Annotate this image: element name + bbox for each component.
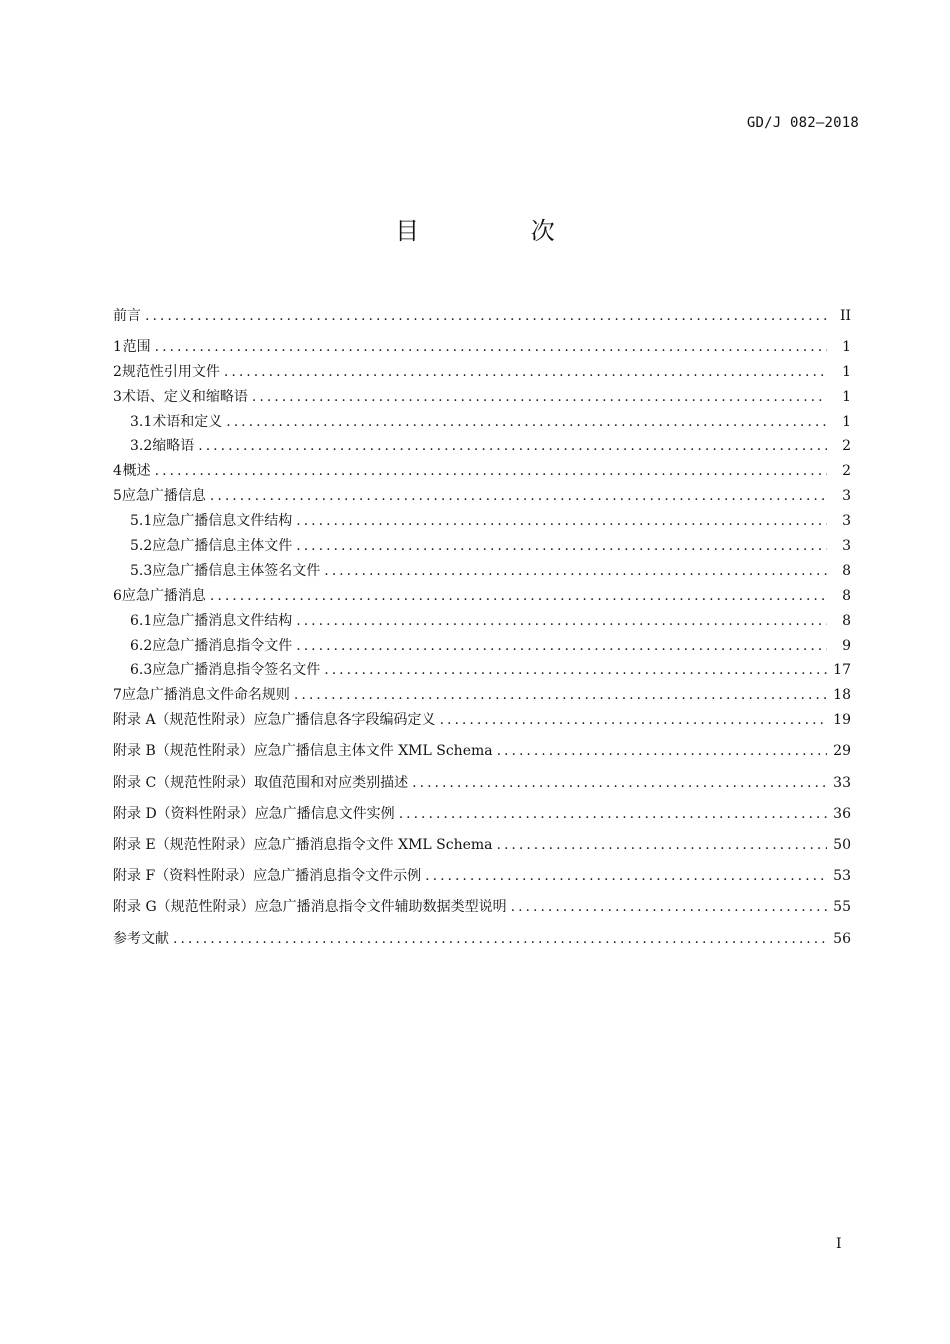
toc-leader-dots — [296, 536, 827, 556]
appendix-label: 附录 C（规范性附录） — [113, 774, 255, 791]
toc-entry[interactable] — [113, 561, 851, 586]
toc-leader-dots — [511, 897, 827, 917]
toc-entry-number: 6.2 — [130, 637, 153, 654]
toc-entry-page: 8 — [842, 587, 851, 604]
appendix-label: 附录 A（规范性附录） — [113, 712, 254, 729]
toc-entry-foreword[interactable] — [113, 306, 851, 331]
toc-leader-dots — [224, 362, 827, 382]
toc-leader-dots — [210, 586, 827, 606]
appendix-page: 29 — [833, 743, 851, 760]
toc-entry-references[interactable] — [113, 929, 851, 960]
toc-appendix-entry[interactable] — [113, 866, 851, 897]
document-code: GD/J 082—2018 — [746, 115, 859, 131]
toc-appendix-entry[interactable] — [113, 741, 851, 772]
toc-leader-dots — [198, 436, 827, 456]
toc-entry-page: 1 — [842, 413, 851, 430]
toc-entry-page: 17 — [833, 662, 851, 679]
toc-appendix-entry[interactable] — [113, 835, 851, 866]
toc-entry-number: 3 — [113, 388, 122, 405]
toc-entry[interactable] — [113, 611, 851, 636]
toc-entry-number: 4 — [113, 463, 122, 480]
toc-entry[interactable] — [113, 436, 851, 461]
toc-entry-number: 2 — [113, 363, 122, 380]
toc-entry-number: 5.2 — [130, 538, 153, 555]
toc-entry-text: 规范性引用文件 — [121, 363, 220, 380]
toc-entry-number: 3.2 — [130, 438, 153, 455]
appendix-page: 36 — [833, 805, 851, 822]
appendix-page: 19 — [833, 712, 851, 729]
page-number: I — [836, 1236, 842, 1252]
toc-entry[interactable] — [113, 362, 851, 387]
toc-leader-dots — [155, 337, 827, 357]
toc-entry-text: 应急广播消息文件命名规则 — [121, 687, 290, 704]
toc-entry-text: 应急广播信息主体签名文件 — [152, 562, 321, 579]
toc-entry-number: 6.1 — [130, 612, 153, 629]
toc-leader-dots — [173, 929, 827, 949]
appendix-title: 应急广播信息各字段编码定义 — [253, 712, 436, 729]
toc-entry-text: 前言 — [113, 308, 141, 324]
toc-leader-dots — [440, 710, 827, 730]
toc-leader-dots — [210, 486, 827, 506]
appendix-title: 应急广播消息指令文件示例 — [253, 868, 422, 885]
toc-entry[interactable] — [113, 486, 851, 511]
toc-leader-dots — [324, 660, 827, 680]
toc-entry-number: 3.1 — [130, 413, 153, 430]
toc-appendix-entry[interactable] — [113, 897, 851, 928]
toc-entry[interactable] — [113, 337, 851, 362]
toc-leader-dots — [294, 685, 827, 705]
toc-entry-page: 8 — [842, 562, 851, 579]
toc-entry-page: 3 — [842, 513, 851, 530]
toc-entry-page: 8 — [842, 612, 851, 629]
toc-leader-dots — [155, 461, 827, 481]
toc-leader-dots — [145, 306, 827, 326]
appendix-title: 应急广播消息指令文件 XML Schema — [253, 837, 493, 853]
toc-entry-text: 缩略语 — [152, 438, 195, 455]
appendix-page: 53 — [833, 868, 851, 885]
toc-leader-dots — [497, 741, 827, 761]
toc-entry[interactable] — [113, 660, 851, 685]
toc-leader-dots — [252, 387, 827, 407]
toc-entry[interactable] — [113, 685, 851, 710]
appendix-page: 33 — [833, 774, 851, 791]
toc-entry[interactable] — [113, 387, 851, 412]
toc-entry-number: 7 — [113, 687, 122, 704]
toc-entry-page: 9 — [842, 637, 851, 654]
toc-entry-text: 应急广播消息 — [121, 587, 206, 604]
toc-leader-dots — [497, 835, 827, 855]
toc-leader-dots — [425, 866, 827, 886]
toc-entry[interactable] — [113, 636, 851, 661]
toc-entry-page: 56 — [833, 930, 851, 947]
toc-appendix-entry[interactable] — [113, 773, 851, 804]
toc-entry-number: 6 — [113, 587, 122, 604]
toc-entry-text: 术语和定义 — [152, 413, 223, 430]
toc-leader-dots — [412, 773, 827, 793]
toc-leader-dots — [296, 611, 827, 631]
appendix-title: 取值范围和对应类别描述 — [254, 774, 409, 791]
toc-leader-dots — [324, 561, 827, 581]
appendix-label: 附录 D（资料性附录） — [113, 805, 255, 822]
toc-entry[interactable] — [113, 461, 851, 486]
page-title: 目 次 — [395, 217, 607, 245]
toc-entry-number: 5.1 — [130, 513, 153, 530]
toc-leader-dots — [296, 636, 827, 656]
table-of-contents — [113, 306, 851, 960]
toc-entry-text: 应急广播消息文件结构 — [152, 612, 293, 629]
toc-entry[interactable] — [113, 511, 851, 536]
toc-entry-text: 应急广播信息主体文件 — [152, 538, 293, 555]
toc-entry-page: II — [839, 308, 851, 324]
toc-entry[interactable] — [113, 412, 851, 437]
toc-appendix-entry[interactable] — [113, 710, 851, 741]
toc-entry-page: 3 — [842, 538, 851, 555]
appendix-title: 应急广播信息主体文件 XML Schema — [253, 743, 493, 760]
toc-entry-page: 1 — [842, 338, 851, 355]
appendix-page: 55 — [833, 899, 851, 916]
toc-entry-text: 应急广播消息指令签名文件 — [152, 662, 321, 679]
appendix-title: 应急广播信息文件实例 — [254, 805, 395, 822]
appendix-label: 附录 B（规范性附录） — [113, 743, 254, 760]
toc-appendix-entry[interactable] — [113, 804, 851, 835]
toc-entry-number: 1 — [113, 338, 122, 355]
toc-leader-dots — [296, 511, 827, 531]
toc-entry-text: 应急广播消息指令文件 — [152, 637, 293, 654]
toc-entry-text: 参考文献 — [113, 930, 169, 947]
toc-leader-dots — [226, 412, 827, 432]
toc-entry[interactable] — [113, 536, 851, 561]
toc-entry-text: 应急广播信息 — [121, 488, 206, 505]
toc-entry-page: 3 — [842, 488, 851, 505]
toc-entry-text: 术语、定义和缩略语 — [121, 388, 248, 405]
toc-entry-number: 5.3 — [130, 562, 153, 579]
appendix-page: 50 — [833, 837, 851, 853]
toc-leader-dots — [399, 804, 827, 824]
toc-entry-page: 18 — [833, 687, 851, 704]
toc-entry-page: 1 — [842, 388, 851, 405]
toc-entry[interactable] — [113, 586, 851, 611]
toc-entry-page: 2 — [842, 438, 851, 455]
toc-entry-number: 6.3 — [130, 662, 153, 679]
appendix-title: 应急广播消息指令文件辅助数据类型说明 — [254, 899, 507, 916]
toc-entry-text: 应急广播信息文件结构 — [152, 513, 293, 530]
toc-entry-text: 概述 — [122, 463, 151, 480]
toc-entry-page: 2 — [842, 463, 851, 480]
appendix-label: 附录 F（资料性附录） — [113, 868, 254, 885]
appendix-label: 附录 G（规范性附录） — [113, 899, 255, 916]
toc-entry-number: 5 — [113, 488, 122, 505]
toc-entry-text: 范围 — [122, 338, 151, 355]
appendix-label: 附录 E（规范性附录） — [113, 837, 254, 853]
toc-entry-page: 1 — [842, 363, 851, 380]
